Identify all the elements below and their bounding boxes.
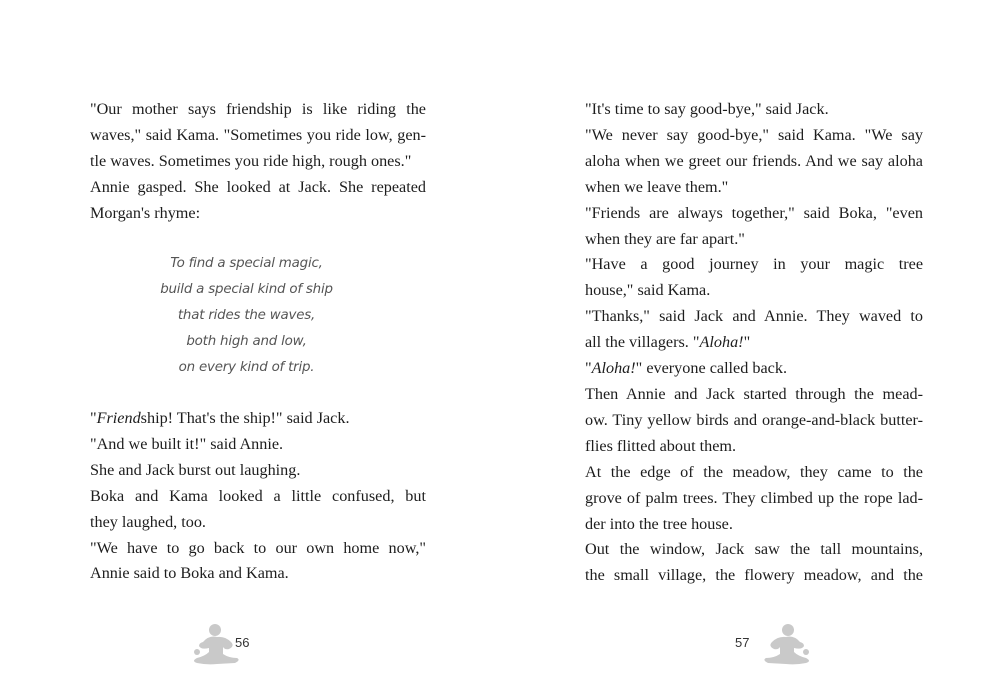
- text-line: aloha when we greet our friends. And we say aloha: [585, 151, 923, 170]
- text-run: ": [743, 333, 751, 352]
- text-line: they laughed, too.: [90, 512, 206, 531]
- paragraph: [562, 460, 923, 538]
- emphasis: Aloha!: [699, 333, 744, 352]
- text-line: when they are far apart.": [585, 229, 745, 248]
- paragraph: [67, 536, 426, 588]
- text-line: ow. Tiny yellow birds and orange-and-black butter-: [585, 410, 923, 429]
- text-line: Out the window, Jack saw the tall mountains,: [585, 540, 923, 559]
- text-line: "We never say good-bye," said Kama. "We say: [585, 125, 923, 144]
- text-line: "Our mother says friendship is like riding the: [90, 100, 426, 118]
- text-line: when we leave them.": [585, 177, 729, 196]
- left-text-top: [67, 97, 426, 227]
- paragraph: [562, 123, 923, 201]
- poem-line: To find a special magic,: [170, 256, 323, 271]
- poem-line: build a special kind of ship: [160, 281, 333, 297]
- text-line: Annie gasped. She looked at Jack. She repeated: [90, 177, 426, 196]
- paragraph: [562, 201, 923, 253]
- poem-line: that rides the waves,: [177, 307, 316, 323]
- paragraph: [67, 458, 426, 484]
- right-folio: [728, 622, 808, 666]
- text-run: ship! That's the ship!" said Jack.: [140, 409, 350, 427]
- poem-line: on every kind of trip.: [178, 359, 315, 375]
- paragraph: [562, 97, 923, 123]
- right-text: [562, 97, 923, 589]
- text-line: der into the tree house.: [585, 514, 733, 533]
- paragraph: [67, 432, 426, 458]
- morgans-rhyme: [67, 251, 426, 381]
- paragraph: [562, 537, 923, 589]
- paragraph: [67, 406, 426, 432]
- text-line: Then Annie and Jack started through the mead-: [585, 384, 923, 403]
- text-line: waves," said Kama. "Sometimes you ride low, gen-: [90, 125, 426, 144]
- paragraph: [67, 175, 426, 227]
- text-line: tle waves. Sometimes you ride high, rough ones.": [90, 151, 412, 170]
- left-text-bottom: [67, 406, 426, 587]
- emphasis: Friend: [96, 409, 141, 427]
- text-run: " everyone called back.: [635, 359, 787, 378]
- text-line: She and Jack burst out laughing.: [90, 460, 301, 479]
- text-line: [562, 330, 923, 356]
- page-number: 56: [235, 635, 250, 650]
- paragraph: [67, 484, 426, 536]
- text-line: "Friendship! That's the ship!" said Jack.: [90, 409, 350, 427]
- text-line: "And we built it!" said Annie.: [90, 434, 284, 453]
- right-page: [494, 0, 988, 684]
- paragraph: [562, 252, 923, 304]
- text-line: "Thanks," said Jack and Annie. They waved to: [585, 307, 923, 326]
- text-line: the small village, the flowery meadow, and the: [585, 566, 923, 585]
- paragraph: [67, 97, 426, 175]
- text-line: Morgan's rhyme:: [90, 203, 201, 222]
- poem-line: both high and low,: [186, 333, 307, 349]
- text-line: "We have to go back to our own home now,": [90, 538, 426, 557]
- text-line: Boka and Kama looked a little confused, but: [90, 486, 426, 505]
- kids-silhouette-icon: [754, 622, 814, 666]
- text-run: ": [585, 359, 592, 378]
- paragraph: [562, 304, 923, 356]
- text-line: "Have a good journey in your magic tree: [585, 255, 923, 274]
- text-line: "It's time to say good-bye," said Jack.: [585, 100, 829, 118]
- paragraph: [562, 356, 923, 382]
- text-line: house," said Kama.: [585, 281, 711, 300]
- text-line: "Friends are always together," said Boka, "even: [585, 203, 923, 222]
- text-run: all the villagers. ": [585, 333, 700, 352]
- text-line: Annie said to Boka and Kama.: [90, 564, 289, 583]
- page-number: 57: [735, 635, 750, 650]
- text-line: At the edge of the meadow, they came to the: [585, 462, 923, 481]
- emphasis: Aloha!: [591, 359, 636, 378]
- text-line: [562, 356, 923, 382]
- text-line: flies flitted about them.: [585, 436, 737, 455]
- text-line: grove of palm trees. They climbed up the rope lad-: [585, 488, 923, 507]
- left-folio: [189, 622, 269, 666]
- paragraph: [562, 382, 923, 460]
